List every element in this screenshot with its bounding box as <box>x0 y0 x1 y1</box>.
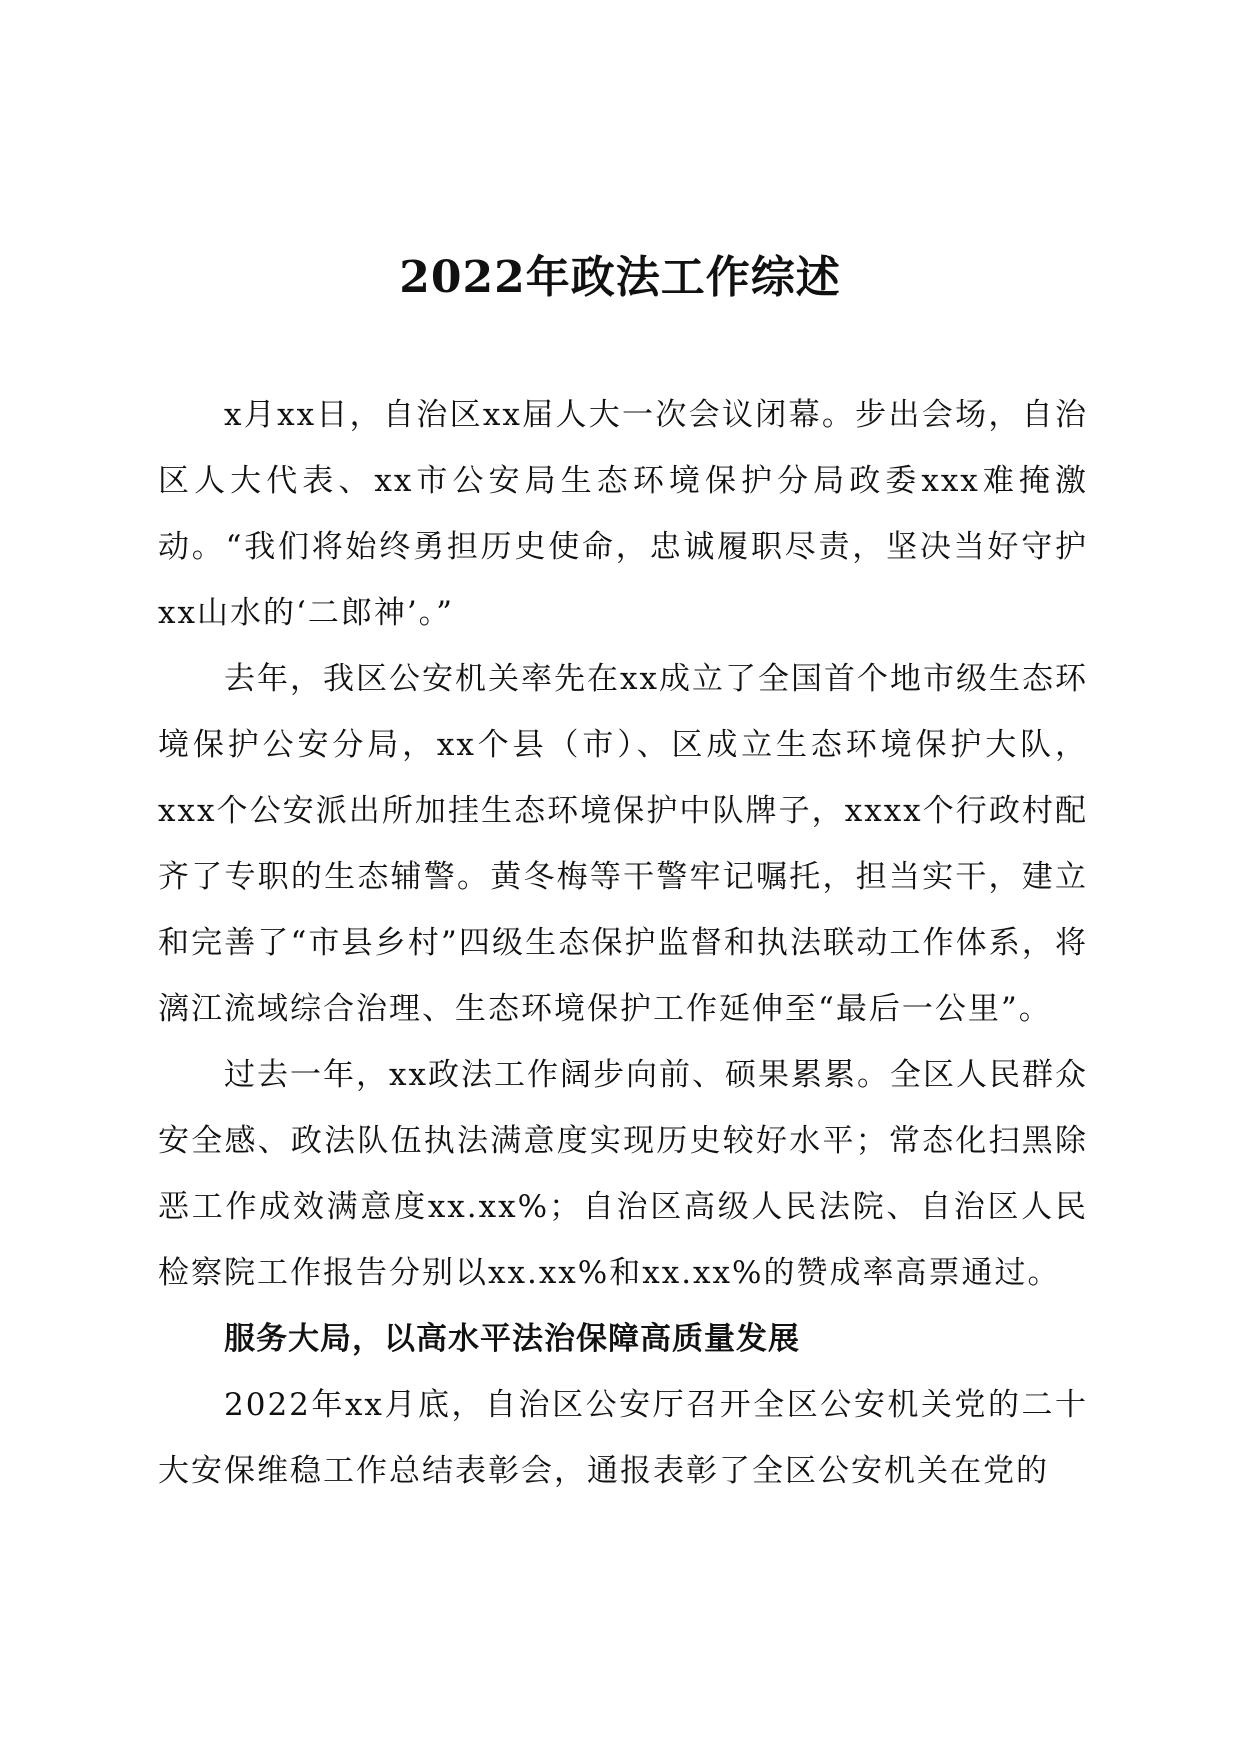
document-title: 2022年政法工作综述 <box>399 252 841 303</box>
paragraph-1: x月xx日，自治区xx届人大一次会议闭幕。步出会场，自治区人大代表、xx市公安局生态环境保护分局政委xxx难掩激动。“我们将始终勇担历史使命，忠诚履职尽责，坚决当好守护xx山水的‘二郎神’。” <box>158 397 1088 631</box>
document-body <box>158 382 1088 1504</box>
paragraph-3: 过去一年，xx政法工作阔步向前、硕果累累。全区人民群众安全感、政法队伍执法满意度实现历史较好水平；常态化扫黑除恶工作成效满意度xx.xx%；自治区高级人民法院、自治区人民检察院工作报告分别以xx.xx%和xx.xx%的赞成率高票通过。 <box>158 1057 1088 1291</box>
section-heading: 服务大局，以高水平法治保障高质量发展 <box>224 1321 800 1357</box>
paragraph-2: 去年，我区公安机关率先在xx成立了全国首个地市级生态环境保护公安分局，xx个县（市）、区成立生态环境保护大队，xxx个公安派出所加挂生态环境保护中队牌子，xxxx个行政村配齐了专职的生态辅警。黄冬梅等干警牢记嘱托，担当实干，建立和完善了“市县乡村”四级生态保护监督和执法联动工作体系，将漓江流域综合治理、生态环境保护工作延伸至“最后一公里”。 <box>158 661 1088 1027</box>
section-paragraph: 2022年xx月底，自治区公安厅召开全区公安机关党的二十大安保维稳工作总结表彰会，通报表彰了全区公安机关在党的 <box>158 1387 1088 1489</box>
